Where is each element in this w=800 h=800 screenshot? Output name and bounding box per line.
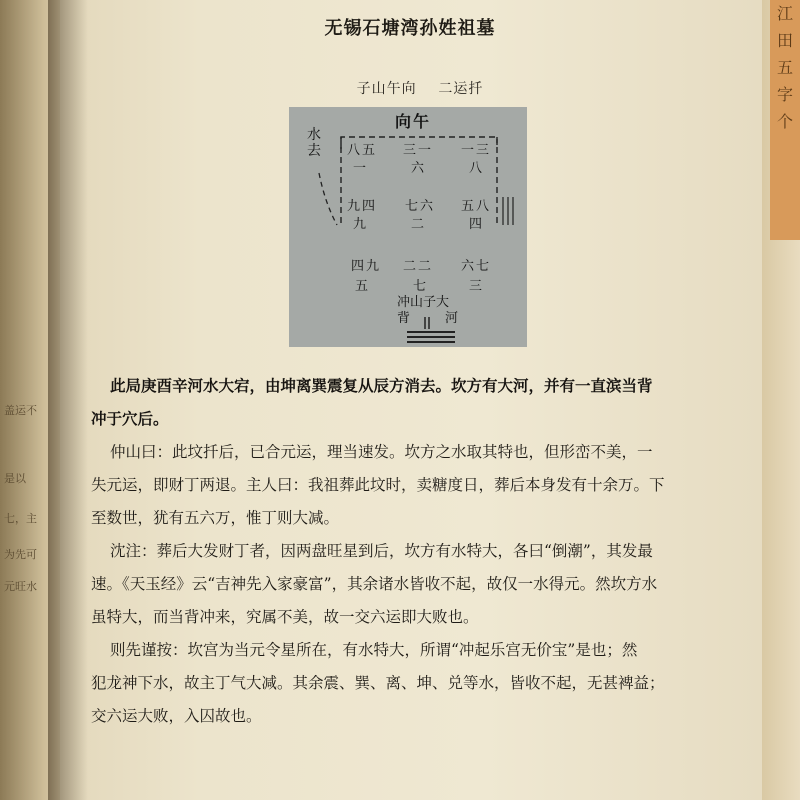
paragraph-2 xyxy=(91,436,750,535)
text-line: 速。《天玉经》云“吉神先入家豪富”，其余诸水皆收不起，故仅一水得元。然坎方水 xyxy=(91,575,658,593)
chart-cell-bottom: 九 xyxy=(353,217,369,232)
chart-cell-bottom: 一 xyxy=(353,161,369,176)
text-line: 至数世，犹有五六万，惟丁则大减。 xyxy=(91,509,340,527)
chart-cell-top: 六七 xyxy=(461,259,492,274)
tab-char: 田 xyxy=(776,31,793,50)
paragraph-1 xyxy=(91,370,750,436)
text-line: 虽特大，而当背冲来，究属不美，故一交六运即大败也。 xyxy=(91,608,479,626)
left-page-fragment: 元旺水 xyxy=(4,580,37,593)
text-line: 犯龙神下水，故主丁气大减。其余震、巽、离、坤、兑等水，皆收不起，无甚裨益； xyxy=(91,674,665,692)
chart-cell-top: 一三 xyxy=(461,143,492,158)
paragraph-3 xyxy=(91,535,750,634)
paragraph-4 xyxy=(91,634,750,733)
chart-cell-bottom: 七 xyxy=(413,279,429,294)
book-gutter-shadow xyxy=(48,0,88,800)
chart-cell-top: 八五 xyxy=(347,143,378,158)
chart-cell-top: 七六 xyxy=(405,199,436,214)
chart-cell-bottom: 二 xyxy=(411,217,427,232)
left-page-fragment: 是以 xyxy=(4,472,26,485)
chart-subtitle: 子山午向 二运扦 xyxy=(356,81,484,97)
back-label: 背 xyxy=(397,311,413,326)
chart-cell-top: 四九 xyxy=(351,259,382,274)
left-page-fragment: 为先可 xyxy=(4,548,37,561)
text-line: 交六运大败，入囚故也。 xyxy=(91,707,262,725)
tab-char: 江 xyxy=(776,4,793,23)
direction-label-top: 向午 xyxy=(395,112,432,131)
direction-label-left: 水去 xyxy=(307,127,322,159)
river-label: 河 xyxy=(445,311,461,326)
chart-cell-top: 九四 xyxy=(347,199,378,214)
chart-cell-bottom: 三 xyxy=(469,279,485,294)
chart-cell-bottom: 四 xyxy=(469,217,485,232)
left-page-fragment: 盖运不 xyxy=(4,404,37,417)
chart-cell-top: 三一 xyxy=(403,143,434,158)
page-title: 无锡石塘湾孙姓祖墓 xyxy=(324,18,496,39)
text-line: 沈注：葬后大发财丁者，因两盘旺星到后，坎方有水特大，各曰“倒潮”，其发最 xyxy=(110,542,653,560)
text-line: 则先谨按：坎宫为当元令星所在，有水特大，所谓“冲起乐宫无价宝”是也；然 xyxy=(110,641,638,659)
text-line: 失元运，即财丁两退。主人曰：我祖葬此坟时，卖糖度日，葬后本身发有十余万。下 xyxy=(91,476,665,494)
left-page-fragment: 七，主 xyxy=(4,512,37,525)
chart-cell-bottom: 六 xyxy=(411,161,427,176)
tab-char: 个 xyxy=(776,112,793,131)
chart-cell-top: 五八 xyxy=(461,199,492,214)
right-page-tab xyxy=(770,0,800,240)
tab-char: 字 xyxy=(776,85,793,104)
mountain-label: 冲山子大 xyxy=(397,295,450,310)
text-line: 仲山曰：此坟扦后，已合元运，理当速发。坎方之水取其特也，但形峦不美，一 xyxy=(110,443,653,461)
feng-shui-chart xyxy=(289,107,527,347)
chart-cell-bottom: 八 xyxy=(469,161,485,176)
text-line: 冲于穴后。 xyxy=(91,410,169,428)
text-line: 此局庚酉辛河水大宕，由坤离巽震复从辰方消去。坎方有大河，并有一直滨当背 xyxy=(110,377,653,395)
tab-char: 五 xyxy=(776,58,793,77)
chart-cell-bottom: 五 xyxy=(355,279,371,294)
chart-cell-top: 二二 xyxy=(403,259,434,274)
